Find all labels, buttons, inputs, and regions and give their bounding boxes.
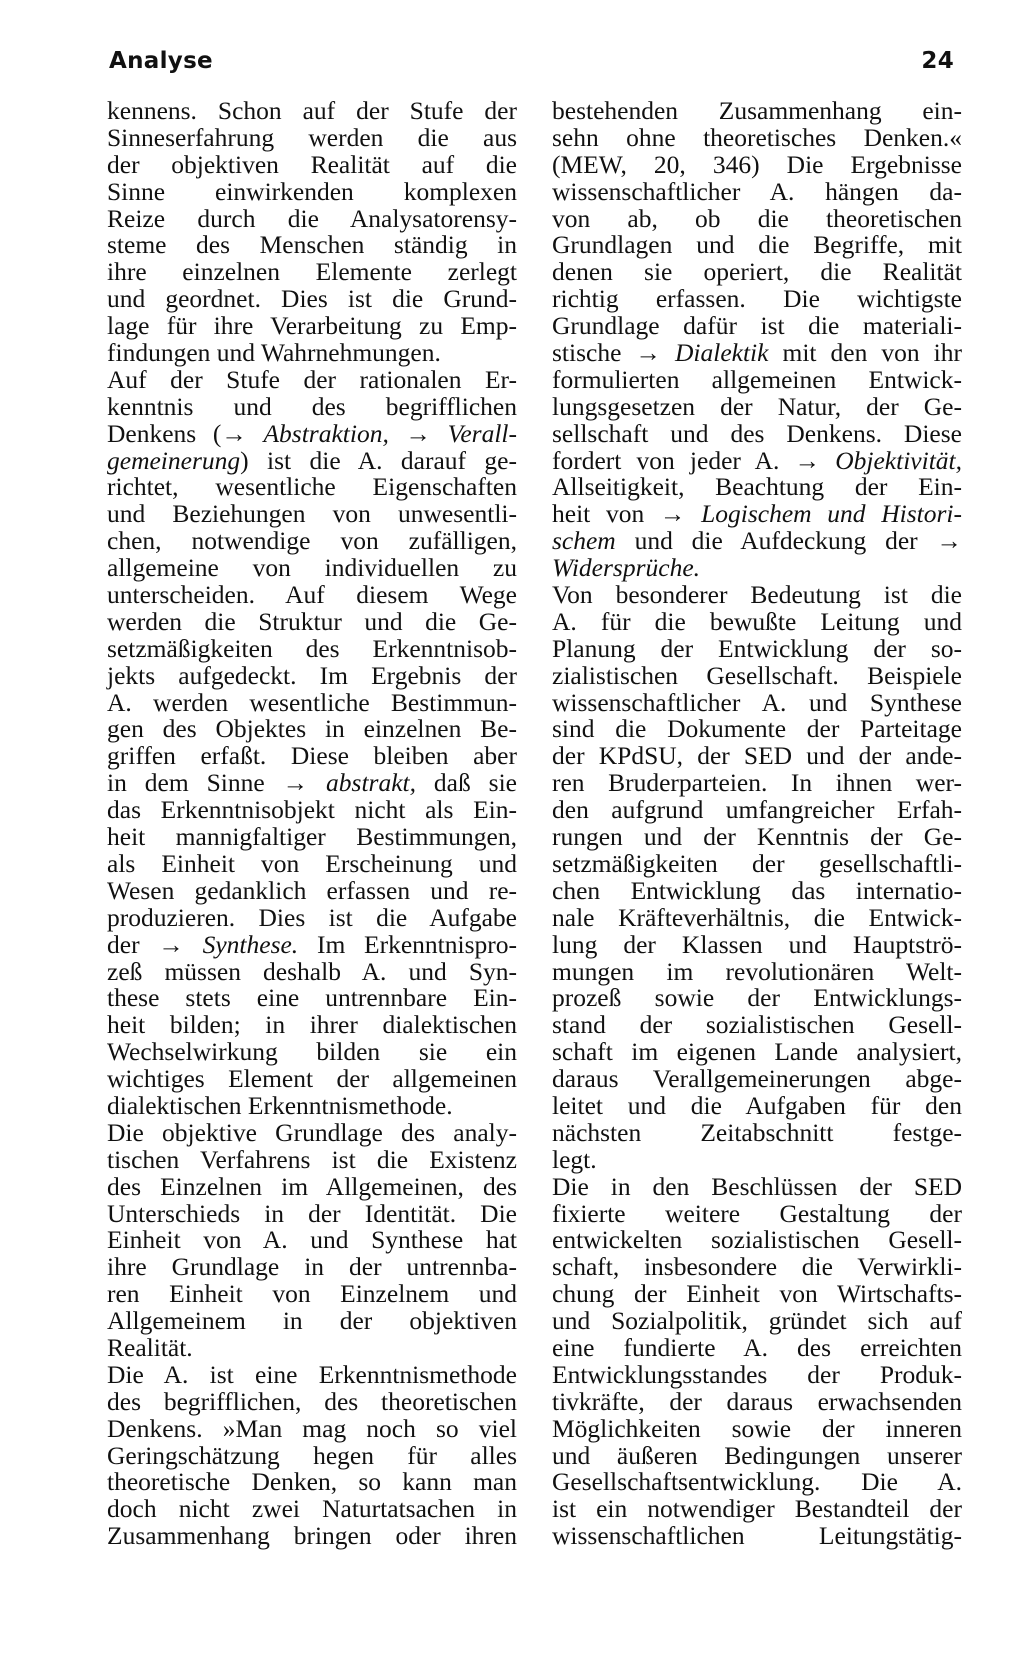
text-line	[107, 1227, 517, 1254]
text-line	[107, 391, 517, 421]
text-segment: von ab, ob die theoretischen	[552, 203, 962, 233]
text-line	[552, 848, 962, 878]
text-segment: doch nicht zwei Naturtatsachen in	[107, 1494, 517, 1524]
text-line	[552, 929, 962, 959]
text-segment: schaft, insbesondere die Verwirkli-	[552, 1252, 962, 1282]
text-segment: das Erkenntnisobjekt nicht als Ein-	[107, 795, 517, 825]
cross-reference: Logischem und Histori-	[701, 499, 962, 529]
text-line	[552, 259, 962, 286]
text-segment: lungsgesetzen der Natur, der Ge-	[552, 391, 962, 421]
cross-reference: Dialektik	[674, 338, 769, 368]
text-segment: Denkens (→	[107, 418, 264, 448]
cross-reference: schem	[552, 526, 616, 556]
text-line	[552, 445, 962, 475]
text-segment: chung der Einheit von Wirtschafts-	[552, 1279, 962, 1309]
text-line	[552, 1281, 962, 1308]
text-segment: und Sozialpolitik, gründet sich auf	[552, 1306, 962, 1336]
text-segment: richtet, wesentliche Eigenschaften	[107, 472, 517, 502]
text-segment: Die in den Beschlüssen der SED	[552, 1171, 962, 1201]
text-line	[552, 340, 962, 367]
text-segment: lage für ihre Verarbeitung zu Emp-	[107, 311, 517, 341]
text-line	[552, 313, 962, 340]
text-line	[107, 232, 517, 259]
text-line	[552, 1090, 962, 1120]
text-segment: Die objektive Grundlage des analy-	[107, 1117, 517, 1147]
text-line	[552, 1440, 962, 1470]
text-segment: Von besonderer Bedeutung ist die	[552, 580, 962, 610]
text-line	[107, 122, 517, 152]
text-line	[552, 1469, 962, 1496]
text-line	[107, 445, 517, 475]
text-segment: Realität.	[107, 1332, 193, 1362]
cross-reference: Abstraktion,	[263, 418, 389, 448]
running-head-title: Analyse	[109, 48, 213, 74]
text-segment: der KPdSU, der SED und der ande-	[552, 741, 962, 771]
text-line	[552, 1496, 962, 1523]
text-line	[552, 660, 962, 690]
text-line	[107, 528, 517, 555]
text-segment: Entwicklungsstandes der Produk-	[552, 1359, 962, 1389]
text-segment: bestehenden Zusammenhang ein-	[552, 96, 962, 125]
text-line	[107, 259, 517, 286]
text-line	[552, 606, 962, 636]
text-line	[107, 687, 517, 717]
text-line	[107, 474, 517, 501]
text-segment: Geringschätzung hegen für alles	[107, 1440, 517, 1470]
text-segment: wissenschaftlicher A. hängen da-	[552, 176, 962, 206]
text-line	[552, 555, 962, 582]
text-segment: Unterschieds in der Identität. Die	[107, 1198, 517, 1228]
cross-reference: Objektivität,	[835, 445, 962, 475]
text-segment: mungen im revolutionären Welt-	[552, 956, 962, 986]
text-line	[107, 1066, 517, 1093]
text-line	[552, 1171, 962, 1201]
text-segment: (MEW, 20, 346) Die Ergebnisse	[552, 149, 962, 179]
text-segment: Gesellschaftsentwicklung. Die A.	[552, 1467, 962, 1497]
text-segment: gen des Objektes in einzelnen Be-	[107, 714, 517, 744]
text-segment: tischen Verfahrens ist die Existenz	[107, 1144, 517, 1174]
text-line	[552, 824, 962, 851]
text-segment: stische →	[552, 338, 675, 368]
text-segment: und die Aufdeckung der →	[615, 526, 962, 556]
text-segment: den aufgrund umfangreicher Erfah-	[552, 795, 962, 825]
text-segment: fordert von jeder A. →	[552, 445, 836, 475]
text-line	[107, 418, 517, 448]
text-segment: sind die Dokumente der Parteitage	[552, 714, 962, 744]
cross-reference: abstrakt,	[326, 768, 416, 798]
text-segment: Grundlage dafür ist die materiali-	[552, 311, 962, 341]
text-segment: chen Entwicklung das internatio-	[552, 875, 962, 905]
text-line	[552, 797, 962, 824]
text-line	[552, 1386, 962, 1416]
text-segment: Reize durch die Analysatorensy-	[107, 203, 517, 233]
text-segment: als Einheit von Erscheinung und	[107, 848, 517, 878]
text-line	[107, 555, 517, 582]
text-line	[107, 824, 517, 851]
page-number: 24	[921, 48, 954, 74]
text-segment: allgemeine von individuellen zu	[107, 553, 517, 583]
text-segment: nale Kräfteverhältnis, die Entwick-	[552, 902, 962, 932]
text-line	[107, 1039, 517, 1066]
text-segment: eine fundierte A. des erreichten	[552, 1332, 962, 1362]
text-line	[552, 122, 962, 152]
text-line	[552, 1227, 962, 1254]
text-segment: Sinne einwirkenden komplexen	[107, 176, 517, 206]
text-column-right	[552, 98, 962, 1550]
cross-reference: Verall-	[447, 418, 517, 448]
text-segment: und geordnet. Dies ist die Grund-	[107, 284, 517, 314]
text-segment: Wesen gedanklich erfassen und re-	[107, 875, 517, 905]
text-segment: griffen erfaßt. Diese bleiben aber	[107, 741, 517, 771]
text-segment: produzieren. Dies ist die Aufgabe	[107, 902, 517, 932]
text-line	[552, 902, 962, 932]
text-line	[552, 1144, 962, 1174]
text-line	[107, 1198, 517, 1228]
text-line	[552, 956, 962, 986]
text-segment: daß sie	[416, 768, 517, 798]
text-line	[552, 875, 962, 905]
text-segment: richtig erfassen. Die wichtigste	[552, 284, 962, 314]
text-line	[107, 1308, 517, 1335]
text-segment: Im Erkenntnispro-	[298, 929, 517, 959]
text-segment: prozeß sowie der Entwicklungs-	[552, 983, 962, 1013]
text-line	[107, 1090, 517, 1120]
text-segment: wissenschaftlicher A. und Synthese	[552, 687, 962, 717]
text-line	[552, 98, 962, 125]
text-line	[552, 743, 962, 770]
text-line	[107, 1332, 517, 1362]
text-line	[552, 176, 962, 206]
text-line	[107, 606, 517, 636]
text-line	[552, 1332, 962, 1362]
text-line	[552, 633, 962, 663]
text-segment: findungen und Wahrnehmungen.	[107, 338, 441, 368]
text-line	[552, 1117, 962, 1147]
text-segment: stand der sozialistischen Gesell-	[552, 1010, 962, 1040]
text-segment: →	[388, 418, 448, 448]
text-line	[107, 1012, 517, 1039]
text-segment: ren Bruderparteien. In ihnen wer-	[552, 768, 962, 798]
text-line	[552, 1254, 962, 1281]
text-line	[107, 286, 517, 313]
text-segment: denen sie operiert, die Realität	[552, 257, 962, 287]
text-line	[552, 1413, 962, 1443]
text-segment: wichtiges Element der allgemeinen	[107, 1064, 517, 1094]
text-line	[107, 1359, 517, 1389]
text-segment: theoretische Denken, so kann man	[107, 1467, 517, 1497]
text-segment: des begrifflichen, des theoretischen	[107, 1386, 517, 1416]
text-line	[107, 1171, 517, 1201]
text-line	[552, 1308, 962, 1335]
text-line	[107, 501, 517, 528]
text-segment: A. werden wesentliche Bestimmun-	[107, 687, 517, 717]
text-line	[107, 660, 517, 690]
text-line	[107, 203, 517, 233]
text-segment: ren Einheit von Einzelnem und	[107, 1279, 517, 1309]
text-segment: ist ein notwendiger Bestandteil der	[552, 1494, 962, 1524]
text-line	[107, 1496, 517, 1523]
text-line	[552, 716, 962, 743]
text-line	[107, 1386, 517, 1416]
text-segment: werden die Struktur und die Ge-	[107, 606, 517, 636]
text-segment: unterscheiden. Auf diesem Wege	[107, 580, 517, 610]
text-segment: kenntnis und des begrifflichen	[107, 391, 517, 421]
text-segment: sehn ohne theoretisches Denken.«	[552, 122, 962, 152]
text-line	[107, 875, 517, 905]
text-segment: heit bilden; in ihrer dialektischen	[107, 1010, 517, 1040]
text-line	[552, 985, 962, 1012]
text-segment: Zusammenhang bringen oder ihren	[107, 1521, 517, 1551]
text-line	[107, 797, 517, 824]
text-column-left	[107, 98, 517, 1550]
text-segment: Einheit von A. und Synthese hat	[107, 1225, 517, 1255]
text-segment: heit mannigfaltiger Bestimmungen,	[107, 822, 517, 852]
text-line	[107, 1440, 517, 1470]
text-segment: leitet und die Aufgaben für den	[552, 1090, 962, 1120]
page-header	[109, 44, 954, 84]
text-line	[107, 1523, 517, 1550]
text-line	[107, 1117, 517, 1147]
text-line	[552, 149, 962, 179]
text-segment: rungen und der Kenntnis der Ge-	[552, 822, 962, 852]
text-segment: Denkens. »Man mag noch so viel	[107, 1413, 517, 1443]
text-line	[107, 313, 517, 340]
text-segment: Auf der Stufe der rationalen Er-	[107, 364, 517, 394]
text-line	[107, 956, 517, 986]
text-line	[107, 1144, 517, 1174]
text-line	[552, 474, 962, 501]
text-segment: steme des Menschen ständig in	[107, 230, 517, 260]
text-line	[552, 418, 962, 448]
text-line	[552, 203, 962, 233]
text-line	[552, 286, 962, 313]
text-line	[107, 902, 517, 932]
text-line	[552, 1359, 962, 1389]
text-segment: zeß müssen deshalb A. und Syn-	[107, 956, 517, 986]
text-line	[552, 528, 962, 555]
text-line	[107, 1254, 517, 1281]
text-segment: kennens. Schon auf der Stufe der	[107, 96, 517, 125]
text-segment: formulierten allgemeinen Entwick-	[552, 364, 962, 394]
text-line	[107, 364, 517, 394]
text-segment: chen, notwendige von zufälligen,	[107, 526, 517, 556]
text-segment: ) ist die A. darauf ge-	[240, 445, 517, 475]
text-segment: Allseitigkeit, Beachtung der Ein-	[552, 472, 962, 502]
text-line	[107, 149, 517, 179]
text-segment: der →	[107, 929, 203, 959]
text-line	[552, 582, 962, 609]
text-segment: nächsten Zeitabschnitt festge-	[552, 1117, 962, 1147]
text-segment: ihre einzelnen Elemente zerlegt	[107, 257, 517, 287]
text-line	[107, 929, 517, 959]
text-line	[552, 364, 962, 394]
text-segment: dialektischen Erkenntnismethode.	[107, 1090, 453, 1120]
text-segment: A. für die bewußte Leitung und	[552, 606, 962, 636]
text-line	[107, 582, 517, 609]
text-line	[552, 770, 962, 797]
text-segment: setzmäßigkeiten der gesellschaftli-	[552, 848, 962, 878]
text-segment: Wechselwirkung bilden sie ein	[107, 1037, 517, 1067]
text-line	[552, 1039, 962, 1066]
text-segment: Allgemeinem in der objektiven	[107, 1306, 517, 1336]
text-segment: Möglichkeiten sowie der inneren	[552, 1413, 962, 1443]
text-segment: Planung der Entwicklung der so-	[552, 633, 962, 663]
text-line	[107, 985, 517, 1012]
text-segment: Sinneserfahrung werden die aus	[107, 122, 517, 152]
text-segment: schaft im eigenen Lande analysiert,	[552, 1037, 962, 1067]
text-line	[552, 391, 962, 421]
text-segment: setzmäßigkeiten des Erkenntnisob-	[107, 633, 517, 663]
text-segment: in dem Sinne →	[107, 768, 327, 798]
text-line	[552, 501, 962, 528]
text-line	[552, 1523, 962, 1550]
text-line	[107, 1413, 517, 1443]
text-segment: jekts aufgedeckt. Im Ergebnis der	[107, 660, 517, 690]
cross-reference: gemeinerung	[107, 445, 241, 475]
text-segment: sellschaft und des Denkens. Diese	[552, 418, 962, 448]
text-segment: legt.	[552, 1144, 597, 1174]
text-line	[552, 232, 962, 259]
text-segment: heit von →	[552, 499, 702, 529]
text-segment: entwickelten sozialistischen Gesell-	[552, 1225, 962, 1255]
text-segment: daraus Verallgemeinerungen abge-	[552, 1064, 962, 1094]
text-segment: wissenschaftlichen Leitungstätig-	[552, 1521, 962, 1551]
text-line	[552, 1012, 962, 1039]
text-segment: lung der Klassen und Hauptströ-	[552, 929, 962, 959]
text-segment: Grundlagen und die Begriffe, mit	[552, 230, 962, 260]
text-line	[107, 716, 517, 743]
text-segment: und Beziehungen von unwesentli-	[107, 499, 517, 529]
cross-reference: Widersprüche.	[552, 553, 701, 583]
text-segment: und äußeren Bedingungen unserer	[552, 1440, 962, 1470]
text-segment: mit den von ihr	[768, 338, 962, 368]
text-segment: these stets eine untrennbare Ein-	[107, 983, 517, 1013]
text-segment: zialistischen Gesellschaft. Beispiele	[552, 660, 962, 690]
text-line	[107, 98, 517, 125]
text-line	[552, 1198, 962, 1228]
text-segment: Die A. ist eine Erkenntnismethode	[107, 1359, 517, 1389]
text-line	[107, 848, 517, 878]
text-segment: ihre Grundlage in der untrennba-	[107, 1252, 517, 1282]
text-segment: fixierte weitere Gestaltung der	[552, 1198, 962, 1228]
text-segment: tivkräfte, der daraus erwachsenden	[552, 1386, 962, 1416]
text-line	[107, 1469, 517, 1496]
text-line	[107, 340, 517, 367]
text-line	[552, 1066, 962, 1093]
text-line	[107, 1281, 517, 1308]
text-line	[107, 176, 517, 206]
text-line	[107, 633, 517, 663]
text-line	[552, 687, 962, 717]
cross-reference: Synthese.	[202, 929, 299, 959]
text-line	[107, 743, 517, 770]
text-segment: der objektiven Realität auf die	[107, 149, 517, 179]
text-segment: des Einzelnen im Allgemeinen, des	[107, 1171, 517, 1201]
text-line	[107, 770, 517, 797]
